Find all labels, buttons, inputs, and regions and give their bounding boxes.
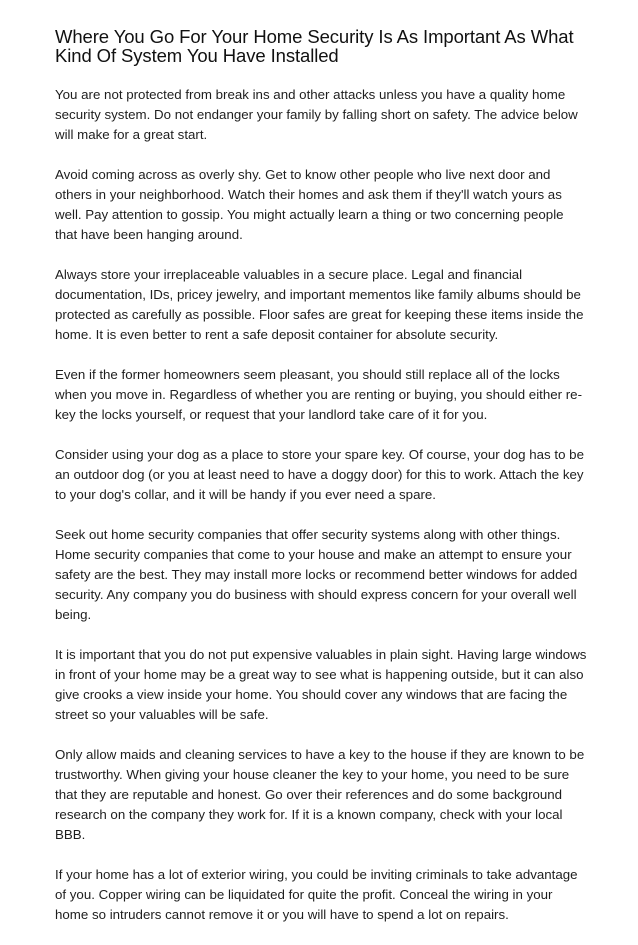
document-page [55,27,587,945]
paragraph-1: You are not protected from break ins and other attacks unless you have a quality home security system. Do not endanger your family by falling short on safety. The advice below will make for a great start. [55,87,578,142]
paragraph-7: It is important that you do not put expensive valuables in plain sight. Having large windows in front of your home may be a great way to see what is happening outside, but it can also give crooks a view inside your home. You should cover any windows that are facing the street so your valuables will be safe. [55,647,587,722]
paragraph-4: Even if the former homeowners seem pleasant, you should still replace all of the locks when you move in. Regardless of whether you are renting or buying, you should either re-key the locks yourself, or request that your landlord take care of it for you. [55,367,582,422]
paragraph-2: Avoid coming across as overly shy. Get to know other people who live next door and others in your neighborhood. Watch their homes and ask them if they'll watch yours as well. Pay attention to gossip. You might actually learn a thing or two concerning people that have been hanging around. [55,167,564,242]
paragraph-5: Consider using your dog as a place to store your spare key. Of course, your dog has to be an outdoor dog (or you at least need to have a doggy door) for this to work. Attach the key to your dog's collar, and it will be handy if you ever need a spare. [55,447,584,502]
paragraph-8: Only allow maids and cleaning services to have a key to the house if they are known to be trustworthy. When giving your house cleaner the key to your home, you need to be sure that they are reputable and honest. Go over their references and do some background research on the company they work for. If it is a known company, check with your local BBB. [55,747,585,842]
paragraph-6: Seek out home security companies that offer security systems along with other things. Home security companies that come to your house and make an attempt to ensure your safety are the best. They may install more locks or recommend better windows for added security. Any company you do business with should express concern for your overall well being. [55,527,578,622]
paragraph-3: Always store your irreplaceable valuables in a secure place. Legal and financial documentation, IDs, pricey jewelry, and important mementos like family albums should be protected as carefully as possible. Floor safes are great for keeping these items inside the home. It is even better to rent a safe deposit container for absolute security. [55,267,584,342]
document-title: Where You Go For Your Home Security Is As Important As What Kind Of System You Have Installed [55,26,574,66]
paragraph-9: If your home has a lot of exterior wiring, you could be inviting criminals to take advantage of you. Copper wiring can be liquidated for quite the profit. Conceal the wiring in your home so intruders cannot remove it or you will have to spend a lot on repairs. [55,867,578,922]
